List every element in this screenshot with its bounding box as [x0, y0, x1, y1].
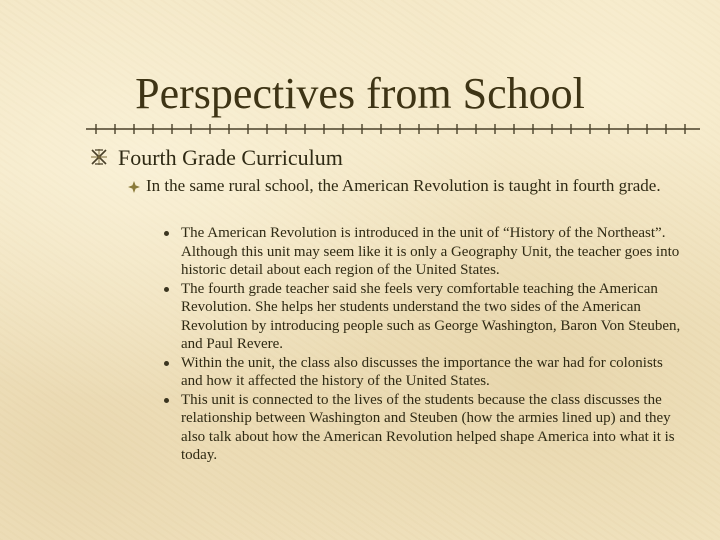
subpoint-bullet-item — [128, 175, 668, 196]
heading-bullet-item — [90, 144, 690, 174]
detail-text: The American Revolution is introduced in the unit of “History of the Northeast”. Although this unit may seem like it is only a Geography Unit, the teacher goes into historic detail about each region of the United States. — [181, 225, 680, 278]
diamond-bullet-icon — [128, 180, 140, 192]
detail-item — [162, 354, 682, 391]
detail-item — [162, 391, 682, 465]
detail-item — [162, 224, 682, 280]
detail-list — [162, 224, 682, 465]
detail-text: This unit is connected to the lives of the students because the class discusses the relationship between Washington and Steuben (how the armies lined up) and they also talk about how the American Revolution helped shape America into what it is today. — [181, 391, 675, 463]
subpoint-text: In the same rural school, the American Revolution is taught in fourth grade. — [146, 176, 661, 195]
ornamental-divider — [86, 122, 700, 136]
dot-bullet-icon — [164, 361, 169, 366]
ornament-cross-icon — [90, 148, 108, 166]
detail-text: The fourth grade teacher said she feels very comfortable teaching the American Revolution. She helps her students understand the two sides of the American Revolution by introducing people such as George Washington, Baron Von Steuben, and Paul Revere. — [181, 280, 681, 352]
heading-text: Fourth Grade Curriculum — [118, 145, 343, 170]
slide-title: Perspectives from School — [135, 69, 585, 118]
detail-item — [162, 280, 682, 354]
detail-text: Within the unit, the class also discusses the importance the war had for colonists and how it affected the history of the United States. — [181, 354, 663, 389]
dot-bullet-icon — [164, 287, 169, 292]
dot-bullet-icon — [164, 231, 169, 236]
dot-bullet-icon — [164, 398, 169, 403]
